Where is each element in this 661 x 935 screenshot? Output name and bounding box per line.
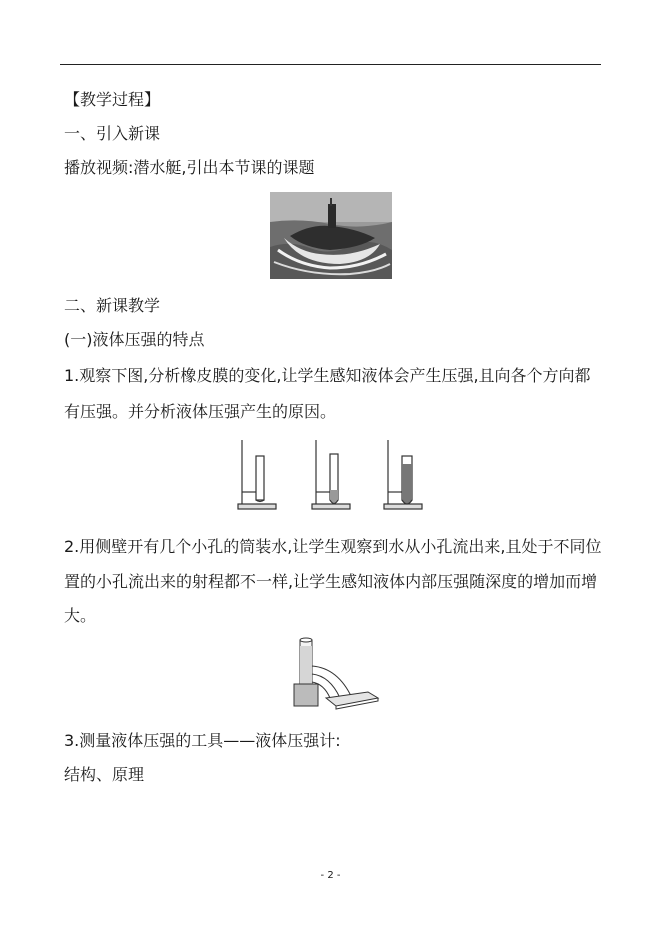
water-jet-cylinder bbox=[288, 636, 384, 718]
item1-line1: 1.观察下图,分析橡皮膜的变化,让学生感知液体会产生压强,且向各个方向都 bbox=[64, 366, 591, 385]
item3-sub: 结构、原理 bbox=[64, 765, 145, 784]
header-rule bbox=[60, 64, 601, 65]
rubber-membrane-tubes bbox=[234, 436, 424, 514]
item3-text: 3.测量液体压强的工具——液体压强计: bbox=[64, 731, 341, 750]
submarine-photo bbox=[270, 192, 392, 279]
page-number: - 2 - bbox=[320, 870, 341, 881]
part2-title: 二、新课教学 bbox=[64, 296, 161, 315]
item1-line2: 有压强。并分析液体压强产生的原因。 bbox=[64, 402, 337, 421]
item2-line3: 大。 bbox=[64, 606, 97, 625]
item2-line2: 置的小孔流出来的射程都不一样,让学生感知液体内部压强随深度的增加而增 bbox=[64, 572, 598, 591]
part1-title: 一、引入新课 bbox=[64, 124, 161, 143]
part1-text: 播放视频:潜水艇,引出本节课的课题 bbox=[64, 158, 315, 177]
sub1-title: (一)液体压强的特点 bbox=[64, 330, 205, 349]
section-heading: 【教学过程】 bbox=[64, 90, 161, 109]
item2-line1: 2.用侧壁开有几个小孔的筒装水,让学生观察到水从小孔流出来,且处于不同位 bbox=[64, 537, 602, 556]
